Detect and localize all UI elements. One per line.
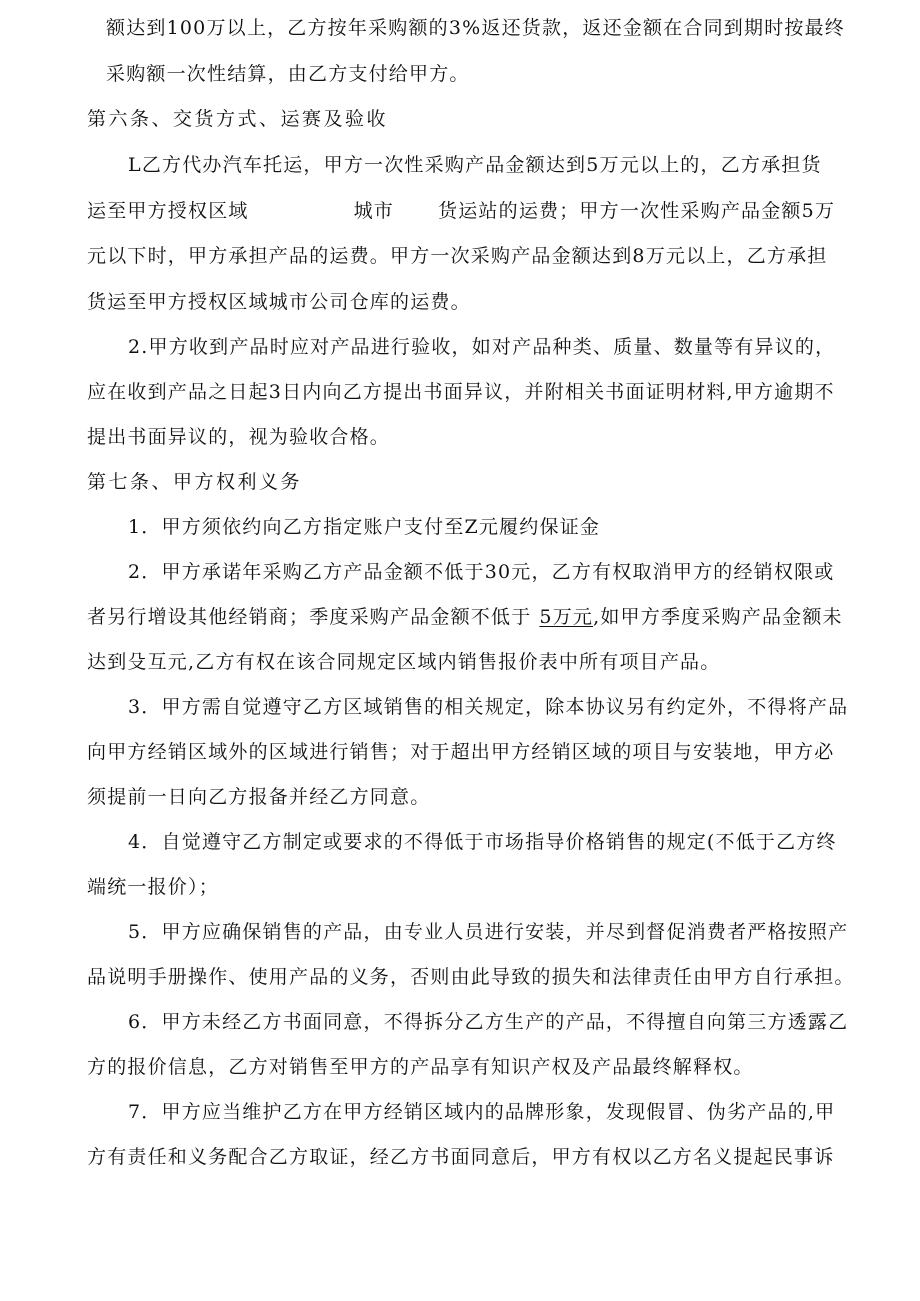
text-segment: ,如甲方季度采购产品金额未 (593, 606, 843, 628)
text-line: 2．甲方承诺年采购乙方产品金额不低于30元，乙方有权取消甲方的经销权限或 (128, 561, 835, 583)
text-line (87, 604, 843, 630)
text-segment: 城市 (353, 200, 395, 222)
text-line: 品说明手册操作、使用产品的义务，否则由此导致的损失和法律责任由甲方自行承担。 (87, 966, 855, 988)
section-heading-article-7: 第七条、甲方权利义务 (87, 471, 303, 493)
text-line: 4．自觉遵守乙方制定或要求的不得低于市场指导价格销售的规定(不低于乙方终 (128, 831, 837, 853)
text-line: 5．甲方应确保销售的产品，由专业人员进行安装，并尽到督促消费者严格按照产 (128, 921, 849, 943)
text-line: L乙方代办汽车托运，甲方一次性采购产品金额达到5万元以上的，乙方承担货 (128, 154, 822, 176)
underlined-amount: 5万元 (539, 606, 594, 628)
text-line (87, 198, 835, 224)
text-line: 元以下时，甲方承担产品的运费。甲方一次采购产品金额达到8万元以上，乙方承担 (87, 245, 828, 267)
text-line: 3．甲方需自觉遵守乙方区域销售的相关规定，除本协议另有约定外，不得将产品 (128, 696, 849, 718)
text-line: 方的报价信息，乙方对销售至甲方的产品享有知识产权及产品最终解释权。 (87, 1056, 754, 1078)
text-line: 采购额一次性结算，由乙方支付给甲方。 (106, 63, 470, 85)
text-line: 达到殳互元,乙方有权在该合同规定区域内销售报价表中所有项目产品。 (87, 651, 721, 673)
text-line: 方有责任和义务配合乙方取证，经乙方书面同意后，甲方有权以乙方名义提起民事诉 (87, 1146, 835, 1168)
text-line: 向甲方经销区域外的区域进行销售；对于超出甲方经销区域的项目与安装地，甲方必 (87, 741, 835, 763)
text-line: 端统一报价）； (87, 876, 219, 898)
text-line: 应在收到产品之日起3日内向乙方提出书面异议，并附相关书面证明材料,甲方逾期不 (87, 381, 835, 403)
text-line: 额达到100万以上，乙方按年采购额的3%返还货款，返还金额在合同到期时按最终 (106, 17, 846, 39)
text-line: 7．甲方应当维护乙方在甲方经销区域内的品牌形象，发现假冒、伪劣产品的,甲 (128, 1101, 836, 1123)
text-segment: 货运站的运费；甲方一次性采购产品金额5万 (438, 200, 836, 222)
text-line: 2.甲方收到产品时应对产品进行验收，如对产品种类、质量、数量等有异议的， (128, 336, 836, 358)
section-heading-article-6: 第六条、交货方式、运赛及验收 (87, 108, 389, 130)
text-segment: 者另行增设其他经销商；季度采购产品金额不低于 (87, 606, 532, 628)
text-line: 须提前一日向乙方报备并经乙方同意。 (87, 786, 431, 808)
text-segment: 运至甲方授权区域 (87, 200, 249, 222)
text-line: 6．甲方未经乙方书面同意，不得拆分乙方生产的产品，不得擅自向第三方透露乙 (128, 1011, 849, 1033)
text-line: 提出书面异议的，视为验收合格。 (87, 426, 391, 448)
text-line: 货运至甲方授权区域城市公司仓库的运费。 (87, 291, 471, 313)
text-line: 1．甲方须依约向乙方指定账户支付至Z元履约保证金 (128, 516, 601, 538)
